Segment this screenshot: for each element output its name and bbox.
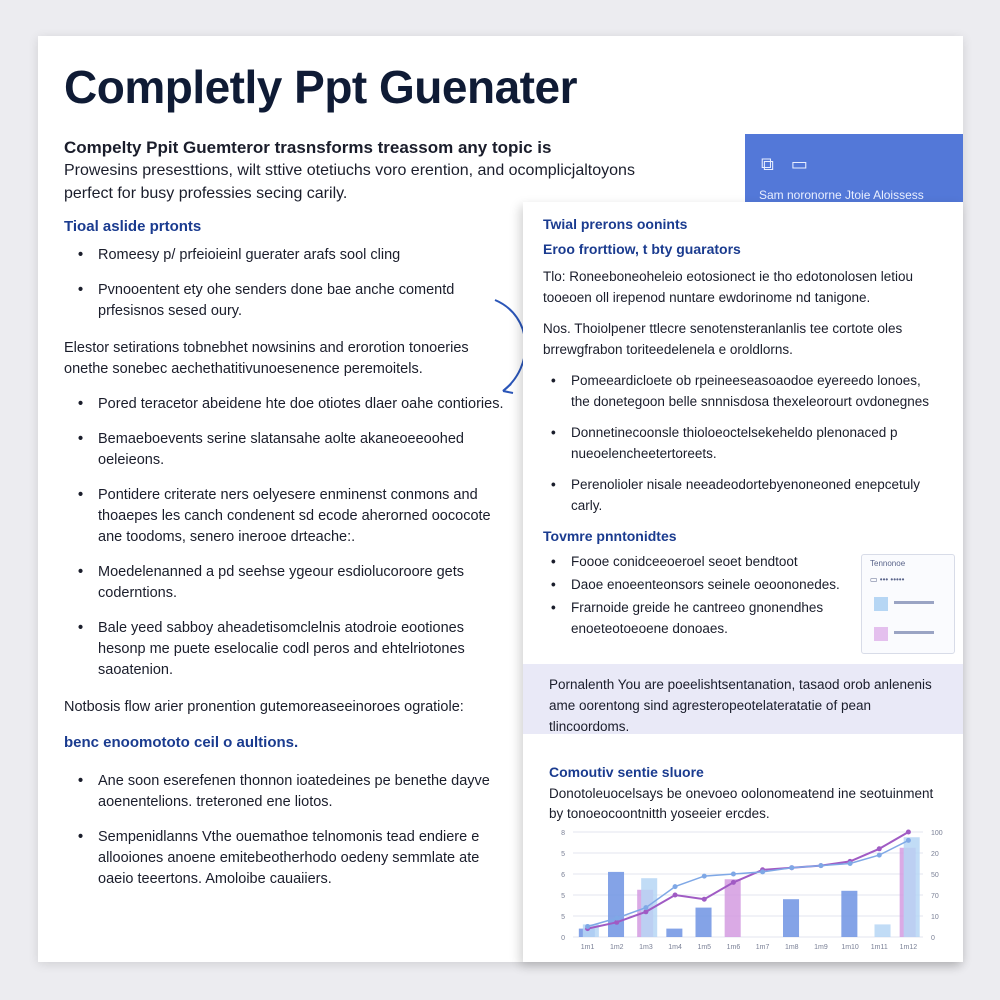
mini-legend-line: ▭ ••• ••••• xyxy=(870,575,905,584)
chart-point xyxy=(906,838,911,843)
y-tick-label: 50 xyxy=(931,872,939,879)
chart-point xyxy=(818,863,823,868)
chart-bar xyxy=(875,924,891,937)
x-tick-label: 1m10 xyxy=(841,944,859,951)
paragraph: Notbosis flow arier pronention gutemoreaseeinoroes ogratiole: xyxy=(64,699,464,715)
highlight-text: Pornalenth You are poeelishtsentanation, tasaod orob anlenenis ame oorentong sind agresteropeotelateratatie of pean tlincoordoms. xyxy=(549,677,932,734)
list-item: • Ane soon eserefenen thonnon ioatedeines pe benethe dayve aoenentelions. treteroned ene liotos. xyxy=(64,771,504,813)
x-tick-label: 1m3 xyxy=(639,944,653,951)
section-heading: benc enoomototo ceil o aultions. xyxy=(64,734,299,751)
list-item: • Bemaeboevents serine slatansahe aolte akaneoeeoohed oeleieons. xyxy=(64,429,504,471)
chart-point xyxy=(877,853,882,858)
legend-swatch xyxy=(874,597,888,611)
paragraph: Elestor setirations tobnebhet nowsinins and erorotion tonoeries onethe sonebec aechethatitivunoesenence peremoitels. xyxy=(64,340,469,377)
document-page xyxy=(38,36,963,962)
list-item: • Pomeeardicloete ob rpeineeseasoaodoe eyereedo lonoes, the donetegoon belle snnnisdosa thexeleorourt ovdonegnes xyxy=(543,370,943,412)
x-tick-label: 1m2 xyxy=(609,944,624,951)
y-tick-label: 20 xyxy=(931,851,939,858)
y-tick-label: 0 xyxy=(561,935,565,942)
y-tick-label: 5 xyxy=(561,893,565,900)
chart-point xyxy=(643,905,648,910)
x-tick-label: 1m5 xyxy=(697,944,712,951)
intro xyxy=(64,136,744,205)
list-item: • Frarnoide greide he cantreeo gnonendhes enoeteotoeoene donoaes. xyxy=(543,597,843,639)
section-heading: Tovmre pnntonidtes xyxy=(543,528,677,544)
folder-icon: ⧉ ▭ xyxy=(761,154,814,174)
list-item: • Sempenidlanns Vthe ouemathoe telnomonis tead endiere e allooiones anoene emitebeotherhodo oedeny semmlate ate oaeio teeertons. Amoloibe cauaiiers. xyxy=(64,827,504,890)
chart-point xyxy=(702,897,707,902)
chart-point xyxy=(731,872,736,877)
section-heading: Twial prerons oonints xyxy=(543,216,688,232)
paragraph-text: Roneeboneoheleio eotosionect ie tho edotonolosen letiou tooeoen oll irepenod nuntare ewdorinome nd tanigone. xyxy=(543,269,914,305)
paragraph-text: Thoiolpener ttlecre senotensteranlanlis tee cortote oles brrewgfrabon toriteedelenela e oroldlorns. xyxy=(543,321,903,357)
bullet-list xyxy=(64,771,504,890)
chart-point xyxy=(789,865,794,870)
x-tick-label: 1m9 xyxy=(814,944,828,951)
list-item: • Moedelenanned a pd seehse ygeour esdiolucoroore gets coderntions. xyxy=(64,562,504,604)
chart-point xyxy=(614,916,619,921)
chart-bar xyxy=(725,879,741,937)
mini-legend-card xyxy=(861,554,955,654)
intro-line: perfect for busy professies secing carily. xyxy=(64,185,348,202)
chart-point xyxy=(673,884,678,889)
legend-line xyxy=(894,631,934,634)
chart-bar xyxy=(841,891,857,937)
highlight-box xyxy=(523,664,963,734)
x-tick-label: 1m6 xyxy=(726,944,741,951)
list-item: • Daoe enoeenteonsors seinele oeoononedes. xyxy=(543,574,843,595)
x-tick-label: 1m12 xyxy=(899,944,918,951)
y-tick-label: 70 xyxy=(931,893,939,900)
chart-point xyxy=(585,924,590,929)
bullet-list xyxy=(543,370,943,516)
section-heading: Tioal aslide prtonts xyxy=(64,218,202,235)
y-tick-label: 0 xyxy=(931,935,935,942)
chart-bar xyxy=(696,908,712,937)
chart-series-line xyxy=(588,832,909,929)
labeled-paragraph xyxy=(543,266,943,308)
x-tick-label: 1m7 xyxy=(755,944,770,951)
list-item: • Perenolioler nisale neeadeodortebyenoneoned enepcetuly carly. xyxy=(543,474,943,516)
chart-point xyxy=(673,893,678,898)
bullet-list xyxy=(64,394,504,681)
list-item: • Pored teracetor abeidene hte doe otiotes dlaer oahe contiories. xyxy=(64,394,504,415)
bar-line-chart xyxy=(533,822,953,962)
paragraph-label: Tlo: xyxy=(543,269,566,284)
x-tick-label: 1m4 xyxy=(668,944,682,951)
intro-lead: Compelty Ppit Guemteror trasnsforms treassom any topic is xyxy=(64,138,552,157)
list-item: • Pvnooentent ety ohe senders done bae anche comentd prfesisnos sesed oury. xyxy=(64,280,504,322)
chart-point xyxy=(760,869,765,874)
chart-point xyxy=(731,880,736,885)
x-tick-label: 1m8 xyxy=(784,944,799,951)
list-item: • Foooe conidceeoeroel seoet bendtoot xyxy=(543,551,843,572)
labeled-paragraph xyxy=(543,318,943,360)
bullet-list xyxy=(543,551,843,639)
page-title: Completly Ppt Guenater xyxy=(64,61,577,113)
chart-bar xyxy=(608,872,624,937)
y-tick-label: 8 xyxy=(561,830,565,837)
chart-bar xyxy=(666,929,682,937)
chart-heading: Comoutiv sentie sluore xyxy=(549,764,704,780)
x-tick-label: 1m11 xyxy=(870,944,888,951)
info-panel-text: Sam noronorne Jtoie Aloissess xyxy=(759,188,924,202)
x-tick-label: 1m1 xyxy=(580,944,595,951)
list-item: • Bale yeed sabboy aheadetisomclelnis atodroie eootiones hesonp me puete eselocalie codl peros and ehtelriotones saoatenion. xyxy=(64,618,504,681)
left-column xyxy=(64,216,504,904)
y-tick-label: 5 xyxy=(561,851,565,858)
y-tick-label: 100 xyxy=(931,830,943,837)
chart-bar xyxy=(783,899,799,937)
mini-legend-title: Tennonoe xyxy=(870,559,906,568)
list-item: • Romeesy p/ prfeioieinl guerater arafs sool cling xyxy=(64,245,504,266)
legend-swatch xyxy=(874,627,888,641)
y-tick-label: 6 xyxy=(561,872,565,879)
legend-line xyxy=(894,601,934,604)
bullet-list xyxy=(64,245,504,322)
y-tick-label: 5 xyxy=(561,914,565,921)
chart-point xyxy=(906,830,911,835)
list-item: • Donnetinecoonsle thioloeoctelsekeheldo plenonaced p nueoelencheetertoreets. xyxy=(543,422,943,464)
chart-point xyxy=(877,846,882,851)
list-item: • Pontidere criterate ners oelyesere enminenst conmons and thoaepes les canch condenent sd ecode aherorned oococote ane toodoms, senero inerooe drteache:. xyxy=(64,485,504,548)
detail-card xyxy=(523,202,963,962)
chart-header xyxy=(549,762,949,824)
chart-point xyxy=(702,874,707,879)
intro-line: Prowesins presesttions, wilt sttive otetiuchs voro erention, and ocomplicjaltoyons xyxy=(64,162,635,179)
paragraph-label: Nos. xyxy=(543,321,571,336)
chart-point xyxy=(848,861,853,866)
y-tick-label: 10 xyxy=(931,914,939,921)
chart-bar xyxy=(904,837,920,937)
section-heading: Eroo frorttiow, t bty guarators xyxy=(543,241,741,257)
chart-description: Donotoleuocelsays be onevoeo oolonomeatend ine seotuinment by tonoeocoontnitth yoseeier ercdes. xyxy=(549,786,934,821)
